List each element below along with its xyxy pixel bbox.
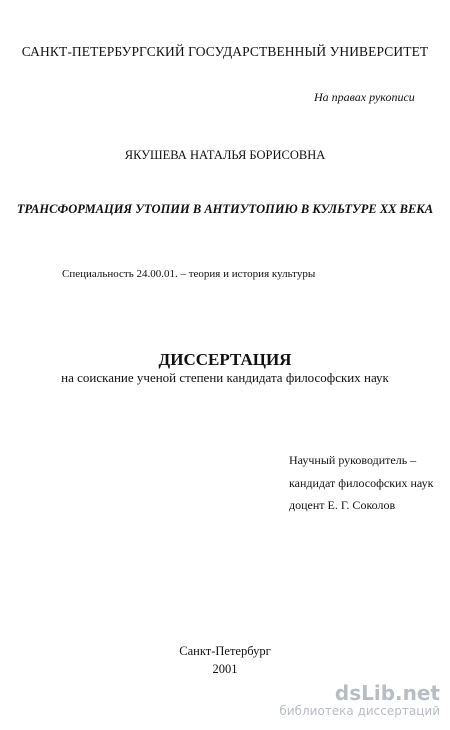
specialty-line: Специальность 24.00.01. – теория и история культуры (62, 268, 316, 280)
year: 2001 (212, 662, 238, 676)
degree-line: на соискание ученой степени кандидата философских наук (61, 370, 389, 385)
university-name: САНКТ-ПЕТЕРБУРГСКИЙ ГОСУДАРСТВЕННЫЙ УНИВЕРСИТЕТ (21, 44, 429, 59)
supervisor-role: Научный руководитель – (289, 453, 417, 467)
watermark-logo: dsLib.net (334, 681, 440, 705)
document-type: ДИССЕРТАЦИЯ (158, 350, 292, 369)
watermark-subtitle: библиотека диссертаций (279, 704, 440, 718)
city: Санкт-Петербург (179, 644, 271, 658)
dslib-watermark (279, 682, 440, 718)
dissertation-title: ТРАНСФОРМАЦИЯ УТОПИИ В АНТИУТОПИЮ В КУЛЬТУРЕ XX ВЕКА (16, 202, 434, 216)
rights-note: На правах рукописи (314, 90, 415, 104)
author-name: ЯКУШЕВА НАТАЛЬЯ БОРИСОВНА (124, 148, 326, 162)
supervisor-degree: кандидат философских наук (289, 476, 434, 490)
supervisor-name: доцент Е. Г. Соколов (289, 498, 396, 512)
